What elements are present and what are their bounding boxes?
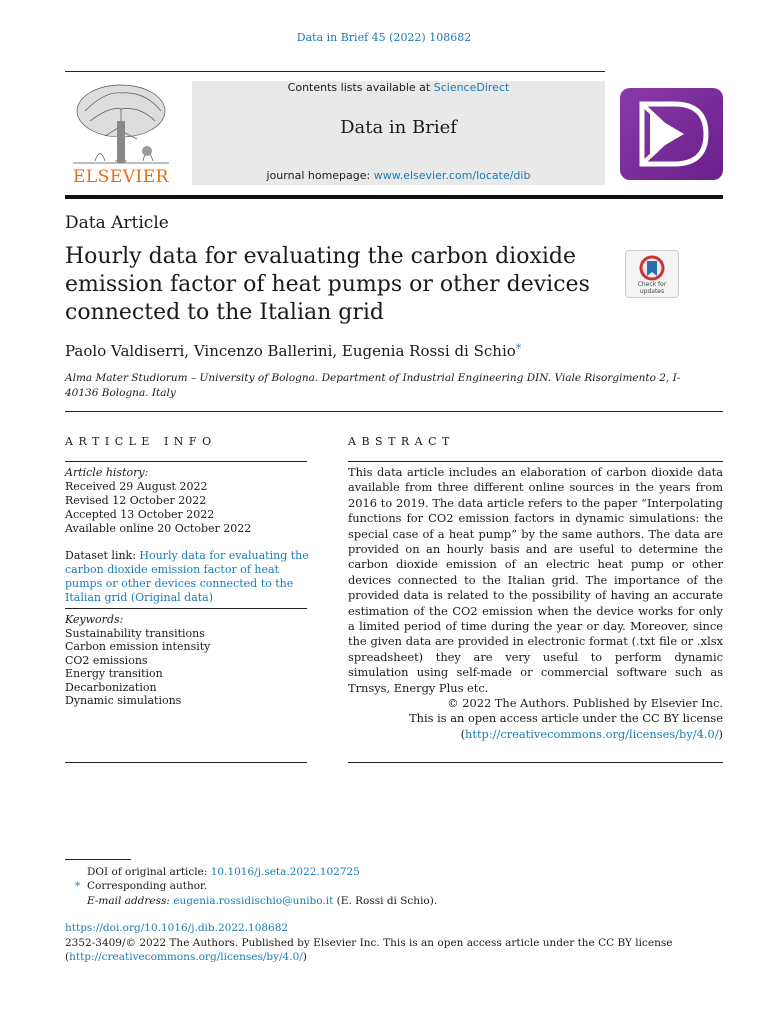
abstract-heading: ABSTRACT xyxy=(348,435,455,448)
accepted-date: Accepted 13 October 2022 xyxy=(65,508,215,521)
journal-banner xyxy=(192,81,605,185)
abstract-text: This data article includes an elaboration of carbon dioxide data available from three different online sources in the years from 2016 to 2019. The data article refers to the paper “Interpolating functions for CO2 emission factors in dynamic simulations: the special case of a heat pump” by the same authors. The data are provided on an hourly basis and are useful to determine the carbon dioxide emission of an electric heat pump or other devices connected to the Italian grid. The importance of the provided data is related to the possibility of having an accurate estimation of the CO2 emission when the device works for only a limited period of time during the year or day. Moreover, since the given data are provided in electronic format (.txt file or .xlsx spreadsheet) they are very useful to perform dynamic simulation using self-made or commercial software such as Trnsys, Energy Plus etc. xyxy=(348,465,723,695)
article-history xyxy=(65,466,307,536)
revised-date: Revised 12 October 2022 xyxy=(65,494,207,507)
journal-homepage-link[interactable]: www.elsevier.com/locate/dib xyxy=(373,169,531,182)
check-for-updates-label: Check for updates xyxy=(637,281,667,295)
abstract-bottom-rule xyxy=(348,762,723,763)
article-info-heading: ARTICLE INFO xyxy=(65,435,217,448)
article-doi xyxy=(65,922,288,934)
keyword-item: Dynamic simulations xyxy=(65,694,182,707)
abstract-license-line: This is an open access article under the CC BY license xyxy=(409,711,723,725)
footnote-email: E-mail address: eugenia.rossidischio@unibo.it (E. Rossi di Schio). xyxy=(87,895,438,907)
sciencedirect-link[interactable]: ScienceDirect xyxy=(433,81,510,94)
abstract-copyright: © 2022 The Authors. Published by Elsevier Inc. xyxy=(447,696,723,710)
check-for-updates-button[interactable] xyxy=(625,250,679,298)
article-title: Hourly data for evaluating the carbon dioxide emission factor of heat pumps or other devices connected to the Italian grid xyxy=(65,244,590,325)
keywords-label: Keywords: xyxy=(65,613,124,626)
author-list: Paolo Valdiserri, Vincenzo Ballerini, Eugenia Rossi di Schio* xyxy=(65,342,522,360)
corresponding-author-marker[interactable]: * xyxy=(515,342,522,355)
journal-cover-image[interactable] xyxy=(620,88,723,180)
article-doi-link[interactable]: https://doi.org/10.1016/j.dib.2022.108682 xyxy=(65,922,289,934)
keyword-item: CO2 emissions xyxy=(65,653,148,667)
footnote-original-doi: DOI of original article: 10.1016/j.seta.2022.102725 xyxy=(87,866,360,878)
keyword-item: Carbon emission intensity xyxy=(65,640,211,653)
elsevier-logo[interactable] xyxy=(65,81,177,189)
keywords-rule xyxy=(65,608,307,609)
data-in-brief-logo-icon xyxy=(620,88,723,180)
dataset-label: Dataset link: xyxy=(65,549,140,562)
article-type: Data Article xyxy=(65,213,169,233)
history-label: Article history: xyxy=(65,466,149,479)
author-email-link[interactable]: eugenia.rossidischio@unibo.it xyxy=(173,895,334,907)
elsevier-wordmark: ELSEVIER xyxy=(73,167,169,187)
contents-available: Contents lists available at ScienceDirect xyxy=(287,81,510,94)
original-article-doi-link[interactable]: 10.1016/j.seta.2022.102725 xyxy=(210,866,360,878)
available-date: Available online 20 October 2022 xyxy=(65,522,252,535)
header-thick-rule xyxy=(65,195,723,199)
header-rule xyxy=(65,71,605,72)
info-bottom-rule xyxy=(65,762,307,763)
corresponding-marker: * xyxy=(75,880,81,892)
abstract-license: (http://creativecommons.org/licenses/by/4.0/) xyxy=(460,727,723,741)
keyword-item: Sustainability transitions xyxy=(65,626,205,640)
dataset-link-block xyxy=(65,549,310,605)
info-rule xyxy=(65,461,307,462)
section-rule xyxy=(65,411,723,412)
keywords-list xyxy=(65,613,307,708)
abstract-license-link[interactable]: http://creativecommons.org/licenses/by/4.0/ xyxy=(465,727,719,741)
issn-license: 2352-3409/© 2022 The Authors. Published by Elsevier Inc. This is an open access article under the CC BY license (http://creativecommons.org/licenses/by/4.0/) xyxy=(65,937,673,963)
author-affiliation: Alma Mater Studiorum – University of Bologna. Department of Industrial Engineering DIN. Viale Risorgimento 2, I-40136 Bologna. Italy xyxy=(65,372,681,399)
journal-title: Data in Brief xyxy=(340,117,457,138)
footnote-rule xyxy=(65,859,131,860)
keyword-item: Energy transition xyxy=(65,667,163,680)
journal-homepage: journal homepage: www.elsevier.com/locate/dib xyxy=(266,169,531,182)
journal-citation: Data in Brief 45 (2022) 108682 xyxy=(296,31,472,44)
keyword-item: Decarbonization xyxy=(65,680,157,694)
dataset-link[interactable]: Hourly data for evaluating the carbon dioxide emission factor of heat pumps or other devices connected to the Italian grid (Original data) xyxy=(65,549,309,604)
footnote-corresponding: * Corresponding author. xyxy=(75,880,208,892)
received-date: Received 29 August 2022 xyxy=(65,480,208,493)
footer-license-link[interactable]: http://creativecommons.org/licenses/by/4.0/ xyxy=(69,951,303,963)
abstract-rule xyxy=(348,461,723,462)
bookmark-icon xyxy=(626,254,678,284)
